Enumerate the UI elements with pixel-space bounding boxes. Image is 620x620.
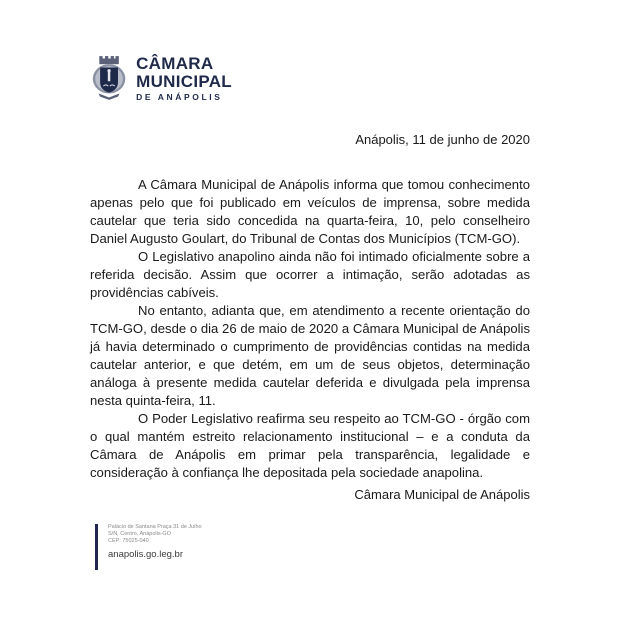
address-line: S/N, Centro, Anápolis-GO	[108, 531, 171, 537]
paragraph: O Poder Legislativo reafirma seu respeito ao TCM-GO - órgão com o qual mantém estreito relacionamento institucional – e a conduta da Câmara de Anápolis em primar pela transparência, legalidade e consideração à confiança lhe depositada pela sociedade anapolina.	[90, 411, 530, 480]
letter-body	[90, 176, 530, 482]
paragraph: No entanto, adianta que, em atendimento a recente orientação do TCM-GO, desde o dia 26 de maio de 2020 a Câmara Municipal de Anápolis já havia determinado o cumprimento de providências contidas na medida cautelar anterior, e que detém, em um de seus objetos, determinação análoga à presente medida cautelar deferida e divulgada pela imprensa nesta quinta-feira, 11.	[90, 303, 530, 408]
address-line: CEP: 75025-040	[108, 538, 149, 544]
camara-logo	[92, 50, 232, 106]
logo-line-3: DE ANÁPOLIS	[136, 91, 223, 102]
letter-date: Anápolis, 11 de junho de 2020	[355, 132, 530, 147]
address-line: Palácio de Santana Praça 31 de Julho	[108, 524, 202, 530]
footer	[95, 524, 202, 570]
signature: Câmara Municipal de Anápolis	[354, 487, 530, 502]
paragraph: A Câmara Municipal de Anápolis informa que tomou conhecimento apenas pelo que foi publicado em veículos de imprensa, sobre medida cautelar que teria sido concedida na quarta-feira, 10, pelo conselheiro Daniel Augusto Goulart, do Tribunal de Contas dos Municípios (TCM-GO).	[90, 177, 530, 246]
paragraph: O Legislativo anapolino ainda não foi intimado oficialmente sobre a referida decisão. Assim que ocorrer a intimação, serão adotadas as providências cabíveis.	[90, 249, 530, 300]
logo-line-1: CÂMARA	[136, 53, 214, 73]
coat-of-arms-icon	[92, 51, 126, 105]
website-link[interactable]: anapolis.go.leg.br	[108, 549, 183, 560]
logo-line-2: MUNICIPAL	[136, 71, 232, 91]
